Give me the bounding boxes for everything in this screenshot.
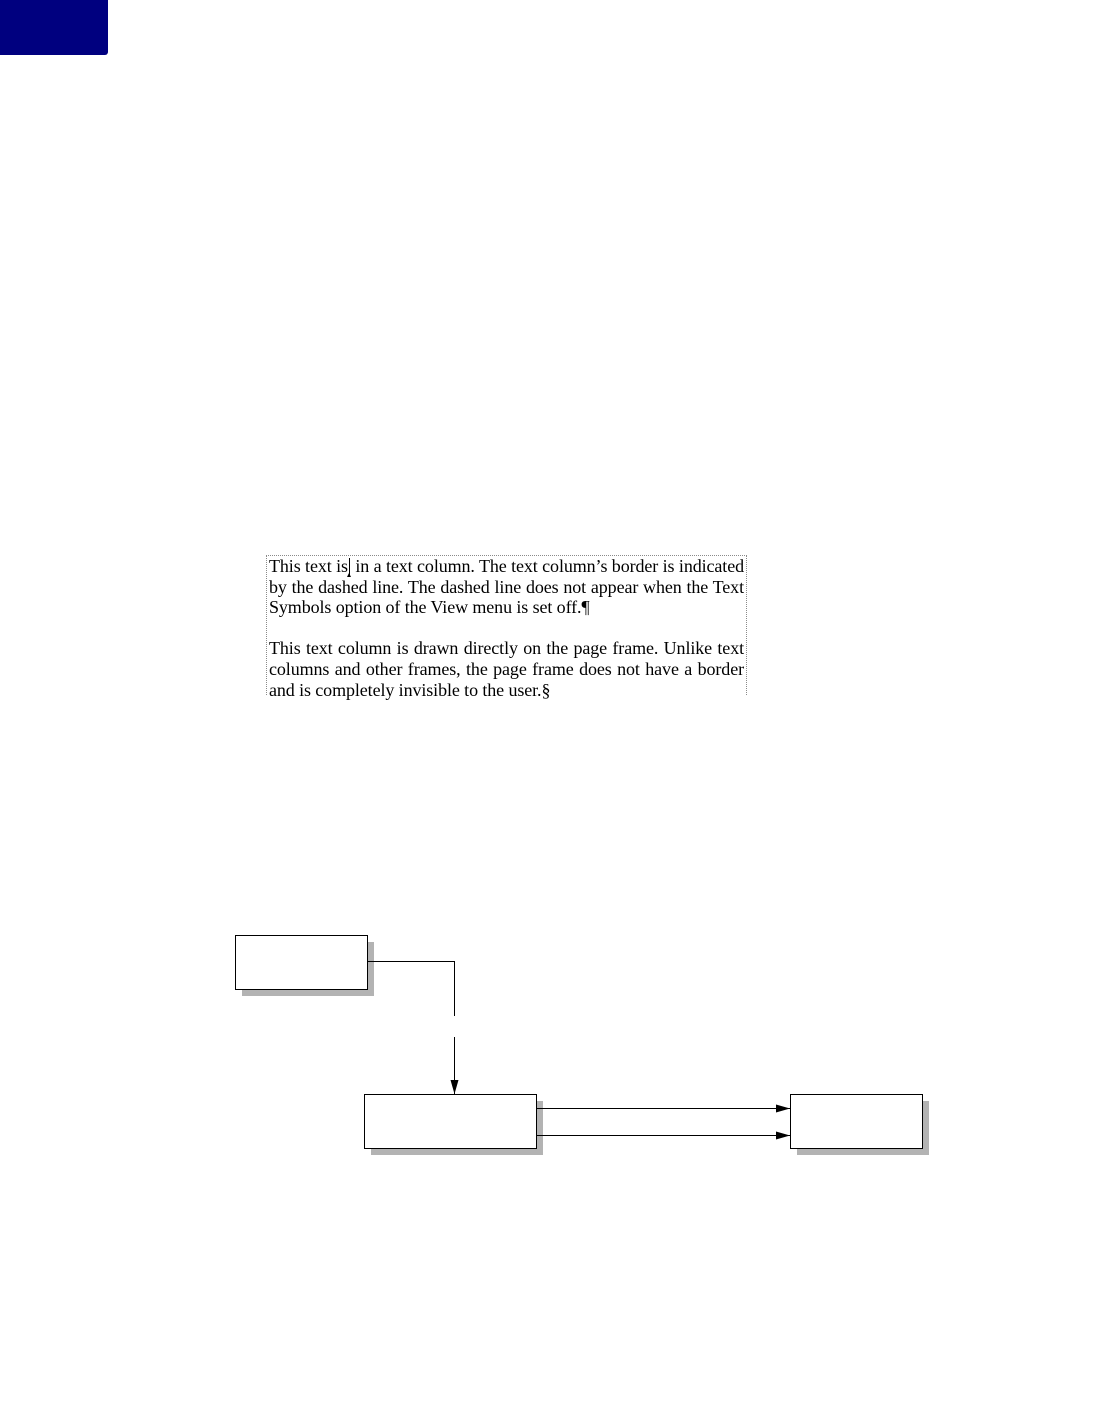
paragraph-1-start: This text is xyxy=(269,556,348,576)
diagram-box-c xyxy=(791,1095,930,1156)
paragraph-1-rest: in a text column. The text column’s border is indicated by the dashed line. The dashed line does not appear when the Text Symbols option of the View menu is set off.¶ xyxy=(269,556,744,618)
diagram-box-b xyxy=(365,1095,544,1156)
diagram-box-a xyxy=(236,936,375,997)
connector-a-to-b xyxy=(368,962,455,1095)
paragraph-2: This text column is drawn directly on the page frame. Unlike text columns and other frames, the page frame does not have a border and is completely invisible to the user.§ xyxy=(269,638,744,700)
